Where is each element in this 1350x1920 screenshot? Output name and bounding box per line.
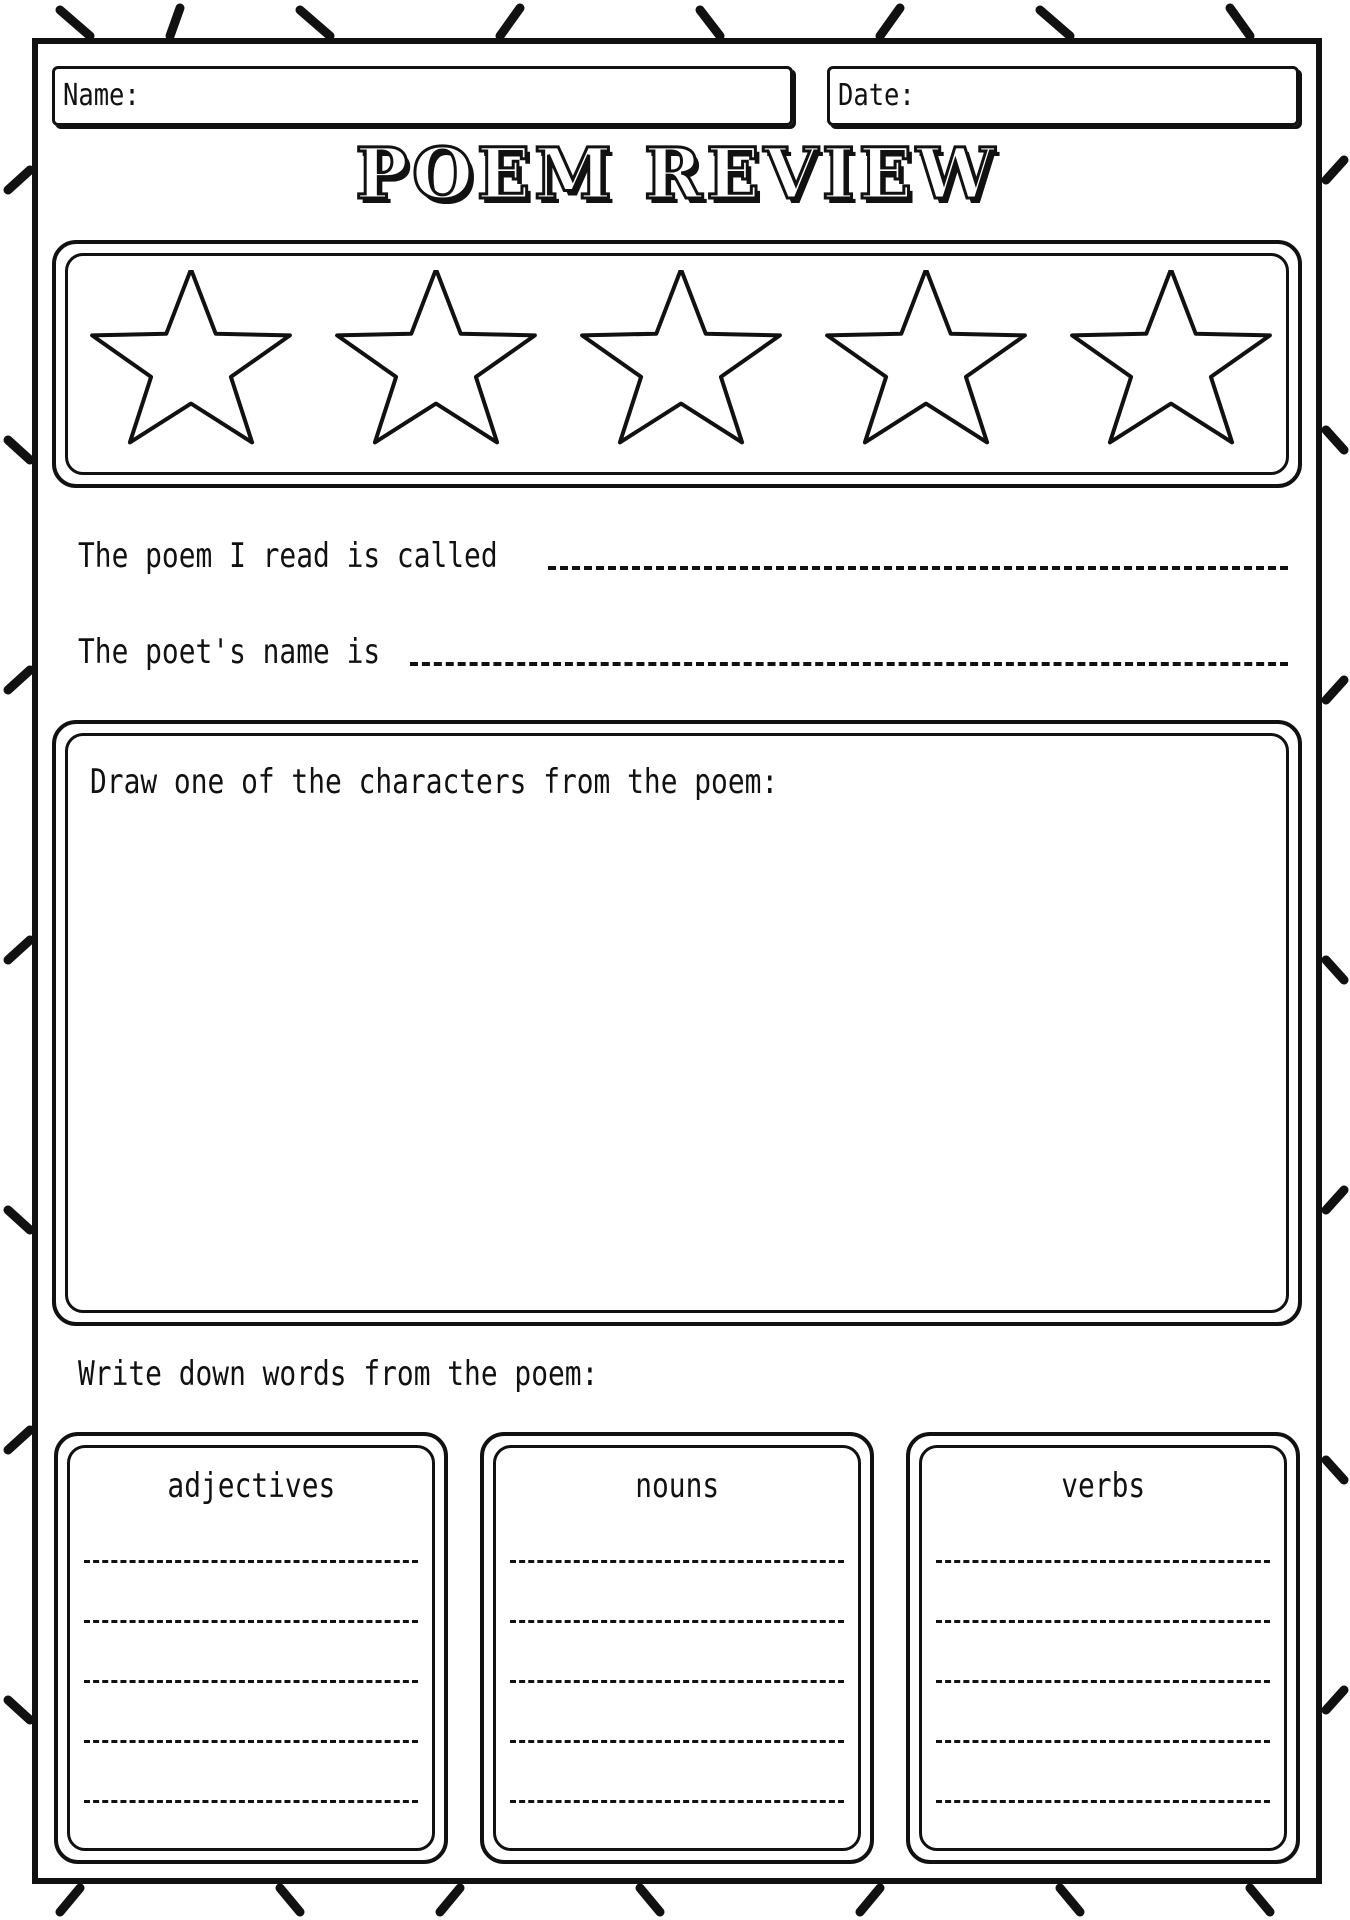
nouns-heading: nouns xyxy=(635,1466,719,1506)
page-title: POEM REVIEW xyxy=(355,132,999,215)
word-blank-line[interactable] xyxy=(936,1620,1270,1623)
rating-star-icon[interactable] xyxy=(86,270,296,460)
word-blank-line[interactable] xyxy=(84,1800,418,1803)
poet-name-blank[interactable] xyxy=(410,662,1288,666)
poet-name-prompt: The poet's name is xyxy=(78,632,381,672)
rating-star-icon[interactable] xyxy=(576,270,786,460)
name-field[interactable] xyxy=(52,66,793,126)
drawing-prompt: Draw one of the characters from the poem: xyxy=(90,762,779,802)
word-blank-line[interactable] xyxy=(510,1740,844,1743)
poem-title-row xyxy=(78,536,1288,576)
date-field[interactable] xyxy=(827,66,1299,126)
word-blank-line[interactable] xyxy=(936,1800,1270,1803)
word-blank-line[interactable] xyxy=(510,1800,844,1803)
poem-title-blank[interactable] xyxy=(548,566,1288,570)
word-blank-line[interactable] xyxy=(510,1560,844,1563)
word-blank-line[interactable] xyxy=(936,1560,1270,1563)
word-blank-line[interactable] xyxy=(510,1680,844,1683)
word-blank-line[interactable] xyxy=(936,1740,1270,1743)
nouns-box xyxy=(480,1432,874,1864)
worksheet xyxy=(32,38,1322,1884)
adjectives-heading: adjectives xyxy=(167,1466,335,1506)
words-prompt: Write down words from the poem: xyxy=(78,1354,599,1394)
verbs-heading: verbs xyxy=(1061,1466,1145,1506)
star-rating-panel xyxy=(52,240,1302,488)
poet-name-row xyxy=(78,632,1288,672)
rating-star-icon[interactable] xyxy=(331,270,541,460)
adjectives-box xyxy=(54,1432,448,1864)
rating-star-icon[interactable] xyxy=(1066,270,1276,460)
name-label: Name: xyxy=(63,78,140,113)
word-blank-line[interactable] xyxy=(84,1620,418,1623)
word-blank-line[interactable] xyxy=(84,1560,418,1563)
star-rating-row xyxy=(86,270,1276,460)
word-blank-line[interactable] xyxy=(510,1620,844,1623)
drawing-area[interactable] xyxy=(52,720,1302,1326)
date-label: Date: xyxy=(838,78,915,113)
rating-star-icon[interactable] xyxy=(821,270,1031,460)
word-blank-line[interactable] xyxy=(936,1680,1270,1683)
verbs-box xyxy=(906,1432,1300,1864)
word-blank-line[interactable] xyxy=(84,1740,418,1743)
poem-title-prompt: The poem I read is called xyxy=(78,536,498,576)
word-blank-line[interactable] xyxy=(84,1680,418,1683)
